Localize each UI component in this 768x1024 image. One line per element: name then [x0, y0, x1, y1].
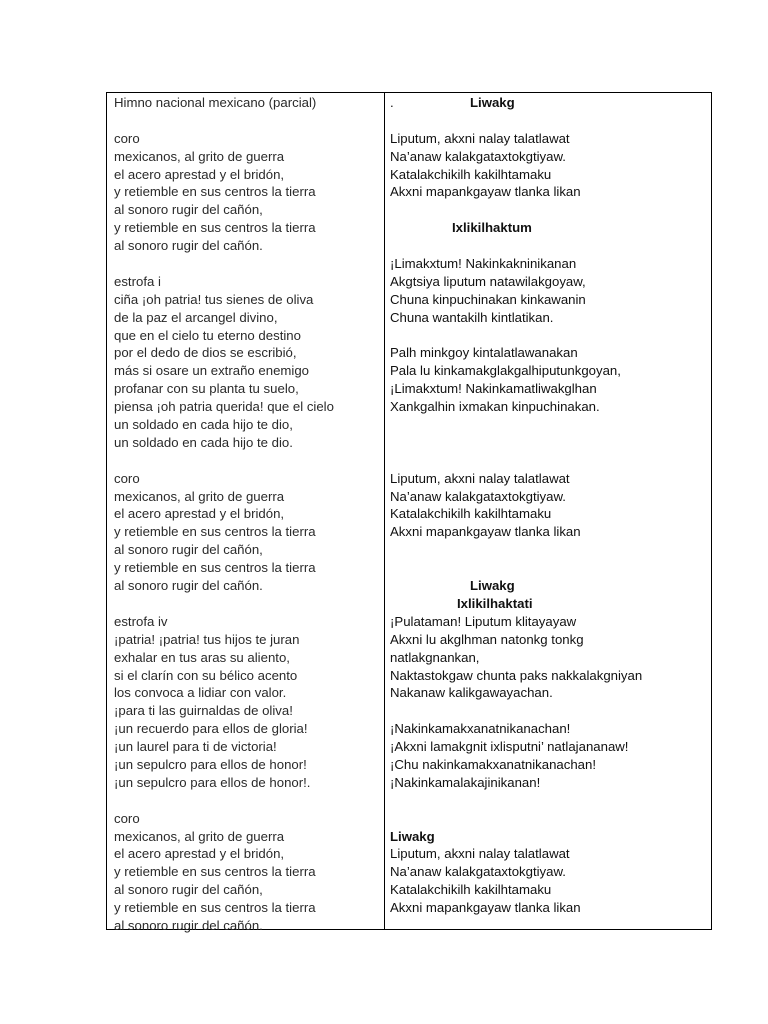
verse-line: de la paz el arcangel divino, — [114, 309, 278, 325]
verse-line: y retiemble en sus centros la tierra — [114, 900, 316, 916]
verse-line: ciña ¡oh patria! tus sienes de oliva — [114, 291, 314, 307]
verse-line: que en el cielo tu eterno destino — [114, 327, 301, 343]
verse-line: ¡para ti las guirnaldas de oliva! — [114, 703, 293, 719]
verse-line: al sonoro rugir del cañón, — [114, 542, 263, 558]
verse-line: y retiemble en sus centros la tierra — [114, 184, 316, 200]
verse-line: ¡un laurel para ti de victoria! — [114, 739, 277, 755]
verse-line: Nakanaw kalikgawayachan. — [390, 685, 553, 701]
verse-line: un soldado en cada hijo te dio. — [114, 434, 293, 450]
verse-line: y retiemble en sus centros la tierra — [114, 864, 316, 880]
verse-line: por el dedo de dios se escribió, — [114, 345, 297, 361]
verse-line: Akxni mapankgayaw tlanka likan — [390, 524, 581, 540]
title-liwakg-1: Liwakg — [470, 95, 515, 110]
verse-line: Katalakchikilh kakilhtamaku — [390, 506, 552, 522]
verse-line: los convoca a lidiar con valor. — [114, 685, 287, 701]
verse-line: ¡un sepulcro para ellos de honor!. — [114, 774, 311, 790]
verse-line: al sonoro rugir del cañón, — [114, 202, 263, 218]
verse-line: Palh minkgoy kintalatlawanakan — [390, 345, 578, 361]
verse-line: ¡patria! ¡patria! tus hijos te juran — [114, 631, 300, 647]
verse-line: ¡Akxni lamakgnit ixlisputni’ natlajananaw! — [390, 739, 629, 755]
verse-line: piensa ¡oh patria querida! que el cielo — [114, 399, 334, 415]
verse-line: al sonoro rugir del cañón. — [114, 917, 263, 933]
verse-line: ¡Nakinkamakxanatnikanachan! — [390, 721, 571, 737]
verse-line: y retiemble en sus centros la tierra — [114, 220, 316, 236]
verse-line: ¡Chu nakinkamakxanatnikanachan! — [390, 756, 596, 772]
verse-line: Xankgalhin ixmakan kinpuchinakan. — [390, 399, 600, 415]
section-heading: estrofa iv — [114, 613, 168, 629]
verse-line: el acero aprestad y el bridón, — [114, 506, 285, 522]
section-heading: coro — [114, 810, 140, 826]
verse-block-1a — [390, 255, 711, 327]
spanish-title: Himno nacional mexicano (parcial) — [114, 95, 317, 110]
verse-line: Naktastokgaw chunta paks nakkalakgniyan — [390, 667, 643, 683]
chorus-block-2 — [390, 470, 711, 542]
stray-dot: . — [390, 95, 394, 110]
verse-line: ¡Nakinkamalakajinikanan! — [390, 774, 541, 790]
verse-line: Liputum, akxni nalay talatlawat — [390, 470, 570, 486]
verse-line: ¡un recuerdo para ellos de gloria! — [114, 721, 308, 737]
verse-line: mexicanos, al grito de guerra — [114, 148, 285, 164]
section-heading: estrofa i — [114, 273, 161, 289]
verse-line: más si osare un extraño enemigo — [114, 363, 309, 379]
title-ixlikilhaktati: Ixlikilhaktati — [457, 595, 533, 611]
verse-line: Akxni lu akglhman natonkg tonkg — [390, 631, 584, 647]
verse-line: profanar con su planta tu suelo, — [114, 381, 299, 397]
verse-line: ¡Pulataman! Liputum klitayayaw — [390, 613, 577, 629]
verse-line: Akxni mapankgayaw tlanka likan — [390, 184, 581, 200]
verse-line: el acero aprestad y el bridón, — [114, 166, 285, 182]
verse-line: y retiemble en sus centros la tierra — [114, 560, 316, 576]
verse-line: ¡Limakxtum! Nakinkamatliwakglhan — [390, 381, 597, 397]
verse-line: Liputum, akxni nalay talatlawat — [390, 846, 570, 862]
verse-line: si el clarín con su bélico acento — [114, 667, 298, 683]
verse-line: el acero aprestad y el bridón, — [114, 846, 285, 862]
verse-block-2a — [390, 613, 711, 702]
verse-line: Liputum, akxni nalay talatlawat — [390, 130, 570, 146]
verse-line: mexicanos, al grito de guerra — [114, 488, 285, 504]
verse-line: un soldado en cada hijo te dio, — [114, 417, 293, 433]
verse-line: mexicanos, al grito de guerra — [114, 828, 285, 844]
spanish-column — [107, 93, 385, 933]
verse-line: ¡Limakxtum! Nakinkakninikanan — [390, 256, 577, 272]
verse-line: Na’anaw kalakgataxtokgtiyaw. — [390, 148, 566, 164]
verse-line: Chuna kinpuchinakan kinkawanin — [390, 291, 586, 307]
verse-line: Chuna wantakilh kintlatikan. — [390, 309, 554, 325]
verse-line: Na’anaw kalakgataxtokgtiyaw. — [390, 864, 566, 880]
verse-block-1b — [390, 344, 711, 416]
title-liwakg-3: Liwakg — [390, 828, 435, 844]
verse-line: al sonoro rugir del cañón. — [114, 238, 263, 254]
verse-line: exhalar en tus aras su aliento, — [114, 649, 290, 665]
verse-line: natlakgnankan, — [390, 649, 480, 665]
title-liwakg-2: Liwakg — [470, 578, 515, 594]
totonac-column — [385, 93, 711, 929]
document-table — [106, 92, 712, 933]
verse-line: Na’anaw kalakgataxtokgtiyaw. — [390, 488, 566, 504]
verse-line: Katalakchikilh kakilhtamaku — [390, 166, 552, 182]
verse-line: Pala lu kinkamakglakgalhiputunkgoyan, — [390, 363, 621, 379]
verse-line: Akxni mapankgayaw tlanka likan — [390, 900, 581, 916]
verse-line: y retiemble en sus centros la tierra — [114, 524, 316, 540]
verse-block-2b — [390, 720, 711, 792]
chorus-block-1 — [390, 130, 711, 202]
verse-line: Katalakchikilh kakilhtamaku — [390, 882, 552, 898]
chorus-block-3 — [390, 845, 711, 917]
section-heading: coro — [114, 470, 140, 486]
verse-line: al sonoro rugir del cañón, — [114, 882, 263, 898]
section-heading: coro — [114, 130, 140, 146]
verse-line: ¡un sepulcro para ellos de honor! — [114, 756, 307, 772]
title-ixlikilhaktum: Ixlikilhaktum — [452, 220, 532, 236]
verse-line: Akgtsiya liputum natawilakgoyaw, — [390, 273, 586, 289]
verse-line: al sonoro rugir del cañón. — [114, 578, 263, 594]
totonac-header-row — [390, 94, 711, 112]
